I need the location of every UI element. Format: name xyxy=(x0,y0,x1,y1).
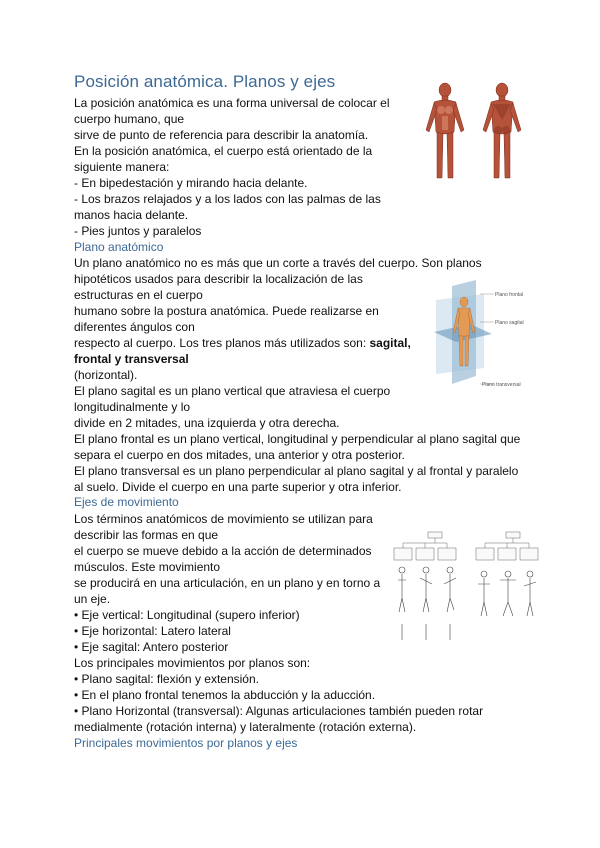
plano-line: longitudinalmente y lo xyxy=(74,400,191,414)
plano-line: El plano sagital es un plano vertical que atraviesa el cuerpo xyxy=(74,384,391,398)
intro-line: - Los brazos relajados y a los lados con las palmas de las xyxy=(74,192,381,206)
plano-bold-sagital: sagital, xyxy=(369,336,411,350)
intro-line: En la posición anatómica, el cuerpo está orientado de la xyxy=(74,144,373,158)
plano-respect-line xyxy=(74,335,411,351)
anatomical-planes-figure xyxy=(430,280,530,392)
plano-bold-text: frontal y transversal xyxy=(74,352,189,366)
figure-label-sagital: Plano sagital xyxy=(495,320,524,326)
plano-line: humano sobre la postura anatómica. Puede realizarse en xyxy=(74,304,379,318)
intro-line: - Pies juntos y paralelos xyxy=(74,224,202,238)
plano-line: al suelo. Divide el cuerpo en una parte superior y otra inferior. xyxy=(74,480,402,494)
plano-line: El plano frontal es un plano vertical, longitudinal y perpendicular al plano sagital que xyxy=(74,432,521,446)
section-heading-plano: Plano anatómico xyxy=(74,240,164,254)
figure-label-transversal: Plano transversal xyxy=(482,382,521,388)
ejes-bullet: • Plano Horizontal (transversal): Algunas articulaciones también pueden rotar xyxy=(74,704,484,718)
ejes-line: músculos. Este movimiento xyxy=(74,560,221,574)
intro-line: La posición anatómica es una forma universal de colocar el xyxy=(74,96,390,110)
ejes-line: Los principales movimientos por planos son: xyxy=(74,656,311,670)
movement-axes-figure xyxy=(390,528,540,648)
plano-line: (horizontal). xyxy=(74,368,138,382)
intro-line: cuerpo humano, que xyxy=(74,112,185,126)
plano-respect-text: respecto al cuerpo. Los tres planos más utilizados son: xyxy=(74,336,370,350)
ejes-line: describir las formas en que xyxy=(74,528,219,542)
intro-line: siguiente manera: xyxy=(74,160,170,174)
plano-line: divide en 2 mitades, una izquierda y otra derecha. xyxy=(74,416,340,430)
ejes-bullet: • Eje sagital: Antero posterior xyxy=(74,640,229,654)
ejes-bullet: • En el plano frontal tenemos la abducción y la aducción. xyxy=(74,688,376,702)
ejes-line: un eje. xyxy=(74,592,111,606)
anatomy-muscle-figure xyxy=(420,80,530,184)
figure-label-frontal: Plano frontal xyxy=(495,292,524,298)
plano-line: Un plano anatómico no es más que un corte a través del cuerpo. Son planos xyxy=(74,256,482,270)
section-heading-principales: Principales movimientos por planos y ejes xyxy=(74,736,298,750)
plano-line: diferentes ángulos con xyxy=(74,320,195,334)
ejes-line: medialmente (rotación interna) y lateralmente (rotación externa). xyxy=(74,720,417,734)
ejes-line: se producirá en una articulación, en un plano y en torno a xyxy=(74,576,381,590)
plano-line: El plano transversal es un plano perpendicular al plano sagital y al frontal y paralelo xyxy=(74,464,519,478)
ejes-bullet: • Eje horizontal: Latero lateral xyxy=(74,624,231,638)
page-title: Posición anatómica. Planos y ejes xyxy=(74,72,336,91)
section-heading-ejes: Ejes de movimiento xyxy=(74,495,179,509)
ejes-bullet: • Eje vertical: Longitudinal (supero inferior) xyxy=(74,608,300,622)
ejes-bullet: • Plano sagital: flexión y extensión. xyxy=(74,672,259,686)
ejes-line: Los términos anatómicos de movimiento se utilizan para xyxy=(74,512,373,526)
intro-line: manos hacia delante. xyxy=(74,208,189,222)
plano-line: separa el cuerpo en dos mitades, una anterior y otra posterior. xyxy=(74,448,405,462)
plano-line: hipotéticos usados para describir la localización de las xyxy=(74,272,363,286)
intro-line: sirve de punto de referencia para describir la anatomía. xyxy=(74,128,369,142)
ejes-line: el cuerpo se mueve debido a la acción de determinados xyxy=(74,544,372,558)
plano-bold-line xyxy=(74,351,189,367)
intro-line: - En bipedestación y mirando hacia delante. xyxy=(74,176,308,190)
plano-line: estructuras en el cuerpo xyxy=(74,288,203,302)
